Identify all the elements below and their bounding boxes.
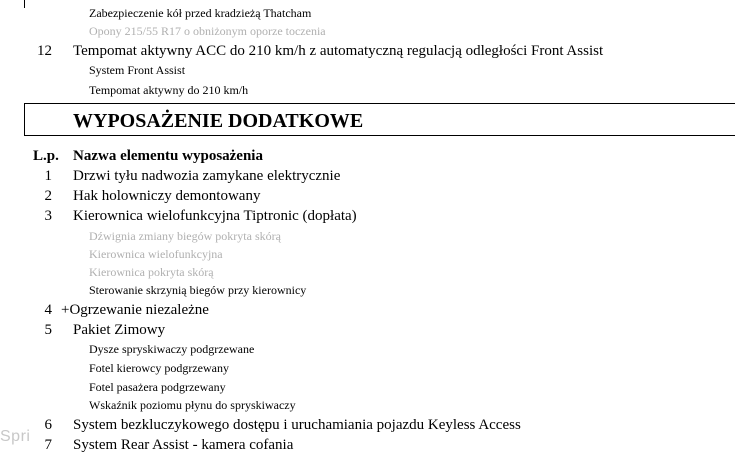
item-name: Pakiet Zimowy — [73, 322, 166, 338]
item-number: 4 — [44, 302, 52, 318]
sub-item: Fotel pasażera podgrzewany — [89, 380, 226, 394]
item-number: 2 — [44, 188, 52, 204]
section-title: WYPOSAŻENIE DODATKOWE — [73, 110, 364, 132]
sub-item: Kierownica wielofunkcyjna — [89, 247, 223, 261]
item-number: 7 — [44, 437, 52, 453]
item-number: 12 — [37, 43, 52, 59]
item-name: Hak holowniczy demontowany — [73, 188, 261, 204]
sub-item: Sterowanie skrzynią biegów przy kierownicy — [89, 283, 307, 297]
item-name: System Rear Assist - kamera cofania — [73, 437, 294, 453]
item-name: +Ogrzewanie niezależne — [61, 302, 209, 318]
sub-item: Wskaźnik poziomu płynu do spryskiwaczy — [89, 398, 296, 412]
item-name: Kierownica wielofunkcyjna Tiptronic (dopłata) — [73, 208, 357, 224]
sub-item: Fotel kierowcy podgrzewany — [89, 361, 229, 375]
item-number: 1 — [44, 168, 52, 184]
sub-item: Dźwignia zmiany biegów pokryta skórą — [89, 229, 281, 243]
item-number: 3 — [44, 208, 52, 224]
item-number: 6 — [44, 417, 52, 433]
sub-item: Kierownica pokryta skórą — [89, 265, 214, 279]
item-name: Tempomat aktywny ACC do 210 km/h z automatyczną regulacją odległości Front Assist — [73, 43, 604, 59]
sub-item: System Front Assist — [89, 63, 186, 77]
section-header-box — [24, 103, 735, 136]
item-name: Drzwi tyłu nadwozia zamykane elektrycznie — [73, 168, 341, 184]
item-name: System bezkluczykowego dostępu i uruchamiania pojazdu Keyless Access — [73, 417, 521, 433]
sub-item: Dysze spryskiwaczy podgrzewane — [89, 342, 255, 356]
item-number: 5 — [44, 322, 52, 338]
column-header-lp: L.p. — [33, 148, 59, 164]
column-header-name: Nazwa elementu wyposażenia — [73, 148, 263, 164]
sub-item-tyres: Opony 215/55 R17 o obniżonym oporze toczenia — [89, 24, 326, 38]
sub-item: Tempomat aktywny do 210 km/h — [89, 83, 249, 97]
sub-item-wheel-locks: Zabezpieczenie kół przed kradzieżą Thatcham — [89, 6, 312, 20]
watermark: Spri — [0, 428, 31, 445]
